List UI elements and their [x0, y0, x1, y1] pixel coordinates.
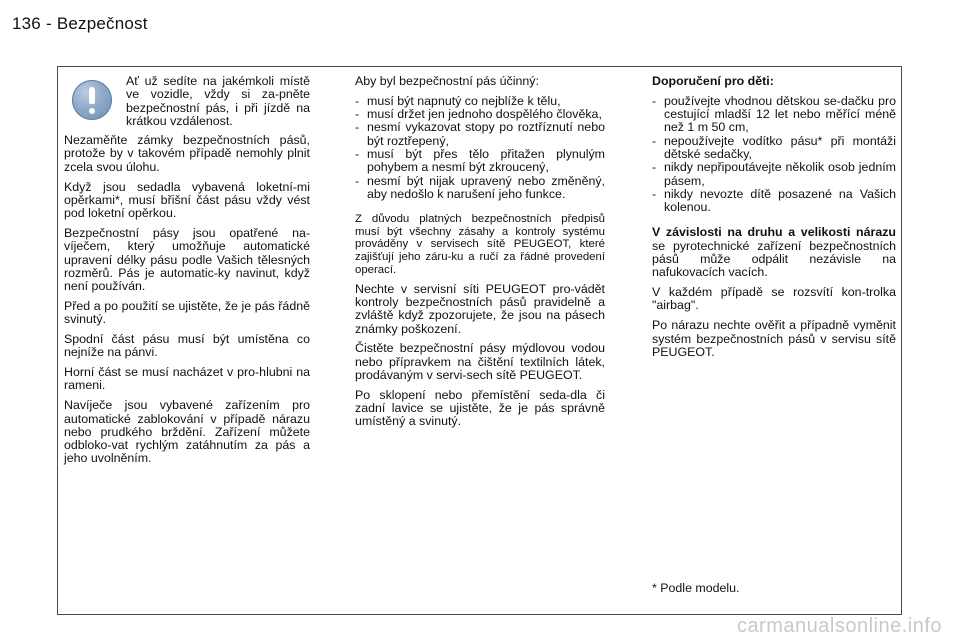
page-header	[12, 14, 148, 34]
watermark: carmanualsonline.info	[736, 615, 942, 637]
content-frame	[57, 66, 902, 615]
column-3	[652, 75, 896, 366]
warning-block	[64, 75, 310, 128]
column-2	[355, 75, 605, 435]
list-item: - musí být napnutý co nejblíže k tělu,	[355, 95, 605, 108]
list-item: - musí být přes tělo přitažen plynulým pohybem a nesmí být zkroucený,	[355, 148, 605, 175]
airbag-lead: V závislosti na druhu a velikosti nárazu	[652, 225, 896, 240]
list-item: - nesmí vykazovat stopy po roztříznutí nebo být roztřepený,	[355, 121, 605, 148]
list-item: - nikdy nevozte dítě posazené na Vašich kolenou.	[652, 188, 896, 215]
list-item: - nikdy nepřipoutávejte několik osob jedním pásem,	[652, 161, 896, 188]
list-item: - nesmí být nijak upravený nebo změněný, aby nedošlo k narušení jeho funkce.	[355, 175, 605, 202]
list-item: - nepoužívejte vodítko pásu* při montáži dětské sedačky,	[652, 135, 896, 162]
paragraph: Nezaměňte zámky bezpečnostních pásů, protože by v takovém případě nemohly plnit zcela svou úlohu.	[64, 133, 310, 174]
exclamation-warning-icon	[72, 80, 112, 120]
airbag-rest: se pyrotechnické zařízení bezpečnostních pásů může odpálit nezávisle na nafukovacích vacích.	[652, 238, 896, 280]
paragraph: Nechte v servisní síti PEUGEOT pro-vádět kontroly bezpečnostních pásů pravidelně a zvláště když zpozorujete, že jsou na pásech známky poškození.	[355, 281, 605, 336]
paragraph: Když jsou sedadla vybavená loketní-mi opěrkami*, musí břišní část pásu vždy vést pod loketní opěrkou.	[64, 179, 310, 221]
paragraph: Po sklopení nebo přemístění seda-dla či zadní lavice se ujistěte, že je pás správně umístěný a svinutý.	[355, 387, 605, 429]
children-heading: Doporučení pro děti:	[652, 74, 774, 88]
paragraph: Navíječe jsou vybavené zařízením pro automatické zablokování v případě nárazu nebo prudkého brždění. Zařízení můžete odbloko-vat rychlým zatáhnutím za pás a jeho uvolněním.	[64, 398, 310, 466]
page-header-separator: -	[45, 14, 52, 33]
paragraph: Před a po použití se ujistěte, že je pás řádně svinutý.	[64, 298, 310, 327]
paragraph: V každém případě se rozsvítí kon-trolka "airbag".	[652, 285, 896, 313]
list-item: - musí držet jen jednoho dospělého člověka,	[355, 108, 605, 121]
paragraph: Bezpečnostní pásy jsou opatřené na-víječem, který umožňuje automatické upravení délky pásu podle Vašich tělesných rozměrů. Pás je automatic-ky navinut, když není používán.	[64, 225, 310, 294]
paragraph: Po nárazu nechte ověřit a případně vyměnit systém bezpečnostních pásů v servisu sítě PEUGEOT.	[652, 318, 896, 359]
page-number: 136	[12, 14, 41, 33]
paragraph: Horní část se musí nacházet v pro-hlubni na rameni.	[64, 365, 310, 393]
paragraph: Čistěte bezpečnostní pásy mýdlovou vodou nebo přípravkem na čištění textilních látek, prodávaným v servi-sech sítě PEUGEOT.	[355, 341, 605, 382]
belt-requirements-list	[355, 95, 605, 201]
column-1	[64, 75, 310, 472]
page-title: Bezpečnost	[56, 14, 148, 33]
paragraph: Spodní část pásu musí být umístěna co nejníže na pánvi.	[64, 332, 310, 360]
children-advice-list	[652, 95, 896, 215]
footnote: * Podle modelu.	[652, 581, 740, 595]
airbag-paragraph	[652, 226, 896, 279]
list-item: - používejte vhodnou dětskou se-dačku pro cestující mladší 12 let nebo měřící méně než 1 m 50 cm,	[652, 95, 896, 135]
service-note: Z důvodu platných bezpečnostních předpisů musí být všechny zásahy a kontroly systému prováděny v servisech sítě PEUGEOT, které zajišťují jeho záru-ku a ručí za řádné provedení operací.	[355, 213, 605, 276]
list-intro: Aby byl bezpečnostní pás účinný:	[355, 74, 539, 88]
warning-text: Ať už sedíte na jakémkoli místě ve vozidle, vždy si za-pněte bezpečnostní pás, i při jízdě na krátkou vzdálenost.	[126, 74, 310, 128]
